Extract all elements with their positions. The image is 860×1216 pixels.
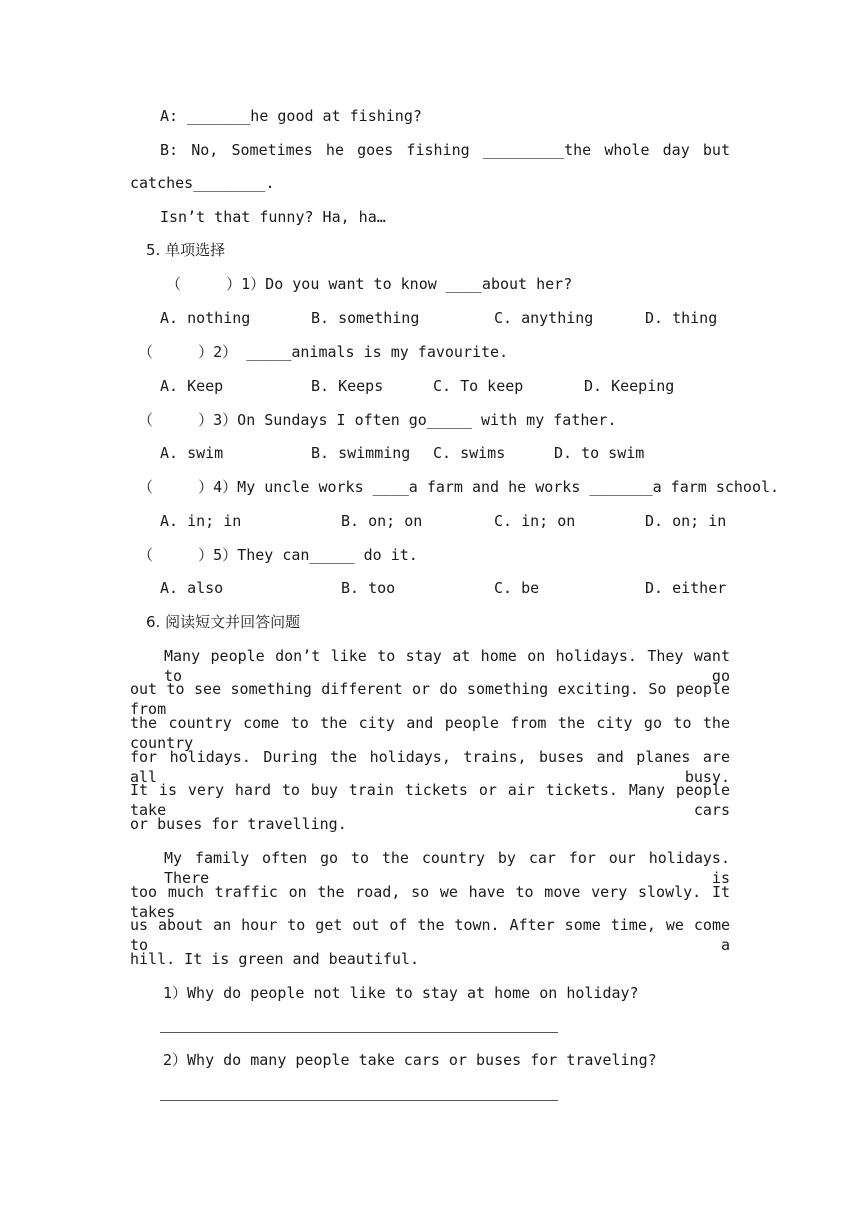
reading-question-2: 2）Why do many people take cars or buses for traveling? bbox=[163, 1051, 657, 1069]
q2-option-d: D. Keeping bbox=[584, 377, 675, 395]
q3-option-c: C. swims bbox=[433, 444, 506, 462]
q4-option-d: D. on; in bbox=[645, 512, 727, 530]
section-5-heading: 5. 单项选择 bbox=[146, 241, 226, 259]
q4-option-c: C. in; on bbox=[494, 512, 576, 530]
passage-p2-line-4: hill. It is green and beautiful. bbox=[130, 950, 419, 968]
q1-option-c: C. anything bbox=[494, 309, 594, 327]
dialogue-line-b-cont: catches________. bbox=[130, 174, 275, 192]
passage-p2-line-1: My family often go to the country by car for our holidays. There is bbox=[164, 849, 730, 887]
question-5: （ ）5）They can_____ do it. bbox=[138, 546, 418, 564]
q5-option-d: D. either bbox=[645, 579, 727, 597]
passage-p2-line-3: us about an hour to get out of the town. After some time, we come to a bbox=[130, 916, 730, 954]
passage-p2-line-2: too much traffic on the road, so we have to move very slowly. It takes bbox=[130, 883, 730, 921]
answer-line-1[interactable] bbox=[160, 1032, 558, 1033]
q1-option-b: B. something bbox=[311, 309, 420, 327]
q1-option-d: D. thing bbox=[645, 309, 718, 327]
passage-p1-line-2: out to see something different or do something exciting. So people from bbox=[130, 680, 730, 718]
question-1: （ ）1）Do you want to know ____about her? bbox=[166, 275, 573, 293]
passage-p1-line-3: the country come to the city and people from the city go to the country bbox=[130, 714, 730, 752]
answer-line-2[interactable] bbox=[160, 1100, 558, 1101]
dialogue-line-b: B: No, Sometimes he goes fishing _________the whole day but bbox=[160, 141, 730, 159]
passage-p1-line-5: It is very hard to buy train tickets or air tickets. Many people take cars bbox=[130, 781, 730, 819]
q4-option-a: A. in; in bbox=[160, 512, 242, 530]
q2-option-b: B. Keeps bbox=[311, 377, 384, 395]
question-3: （ ）3）On Sundays I often go_____ with my father. bbox=[138, 411, 617, 429]
passage-p1-line-6: or buses for travelling. bbox=[130, 815, 347, 833]
q4-option-b: B. on; on bbox=[341, 512, 423, 530]
q3-option-b: B. swimming bbox=[311, 444, 411, 462]
q3-option-a: A. swim bbox=[160, 444, 224, 462]
q5-option-b: B. too bbox=[341, 579, 396, 597]
passage-p1-line-1: Many people don’t like to stay at home on holidays. They want to go bbox=[164, 647, 730, 685]
q3-option-d: D. to swim bbox=[554, 444, 645, 462]
passage-p1-line-4: for holidays. During the holidays, trains, buses and planes are all busy. bbox=[130, 748, 730, 786]
q2-option-c: C. To keep bbox=[433, 377, 524, 395]
q1-option-a: A. nothing bbox=[160, 309, 251, 327]
question-2: （ ）2） _____animals is my favourite. bbox=[138, 343, 509, 361]
reading-question-1: 1）Why do people not like to stay at home on holiday? bbox=[163, 984, 639, 1002]
q5-option-a: A. also bbox=[160, 579, 224, 597]
q2-option-a: A. Keep bbox=[160, 377, 224, 395]
q5-option-c: C. be bbox=[494, 579, 540, 597]
dialogue-line-a: A: _______he good at fishing? bbox=[160, 107, 422, 125]
section-6-heading: 6. 阅读短文并回答问题 bbox=[146, 613, 301, 631]
question-4: （ ）4）My uncle works ____a farm and he works _______a farm school. bbox=[138, 478, 780, 496]
dialogue-line-end: Isn’t that funny? Ha, ha… bbox=[160, 208, 386, 226]
